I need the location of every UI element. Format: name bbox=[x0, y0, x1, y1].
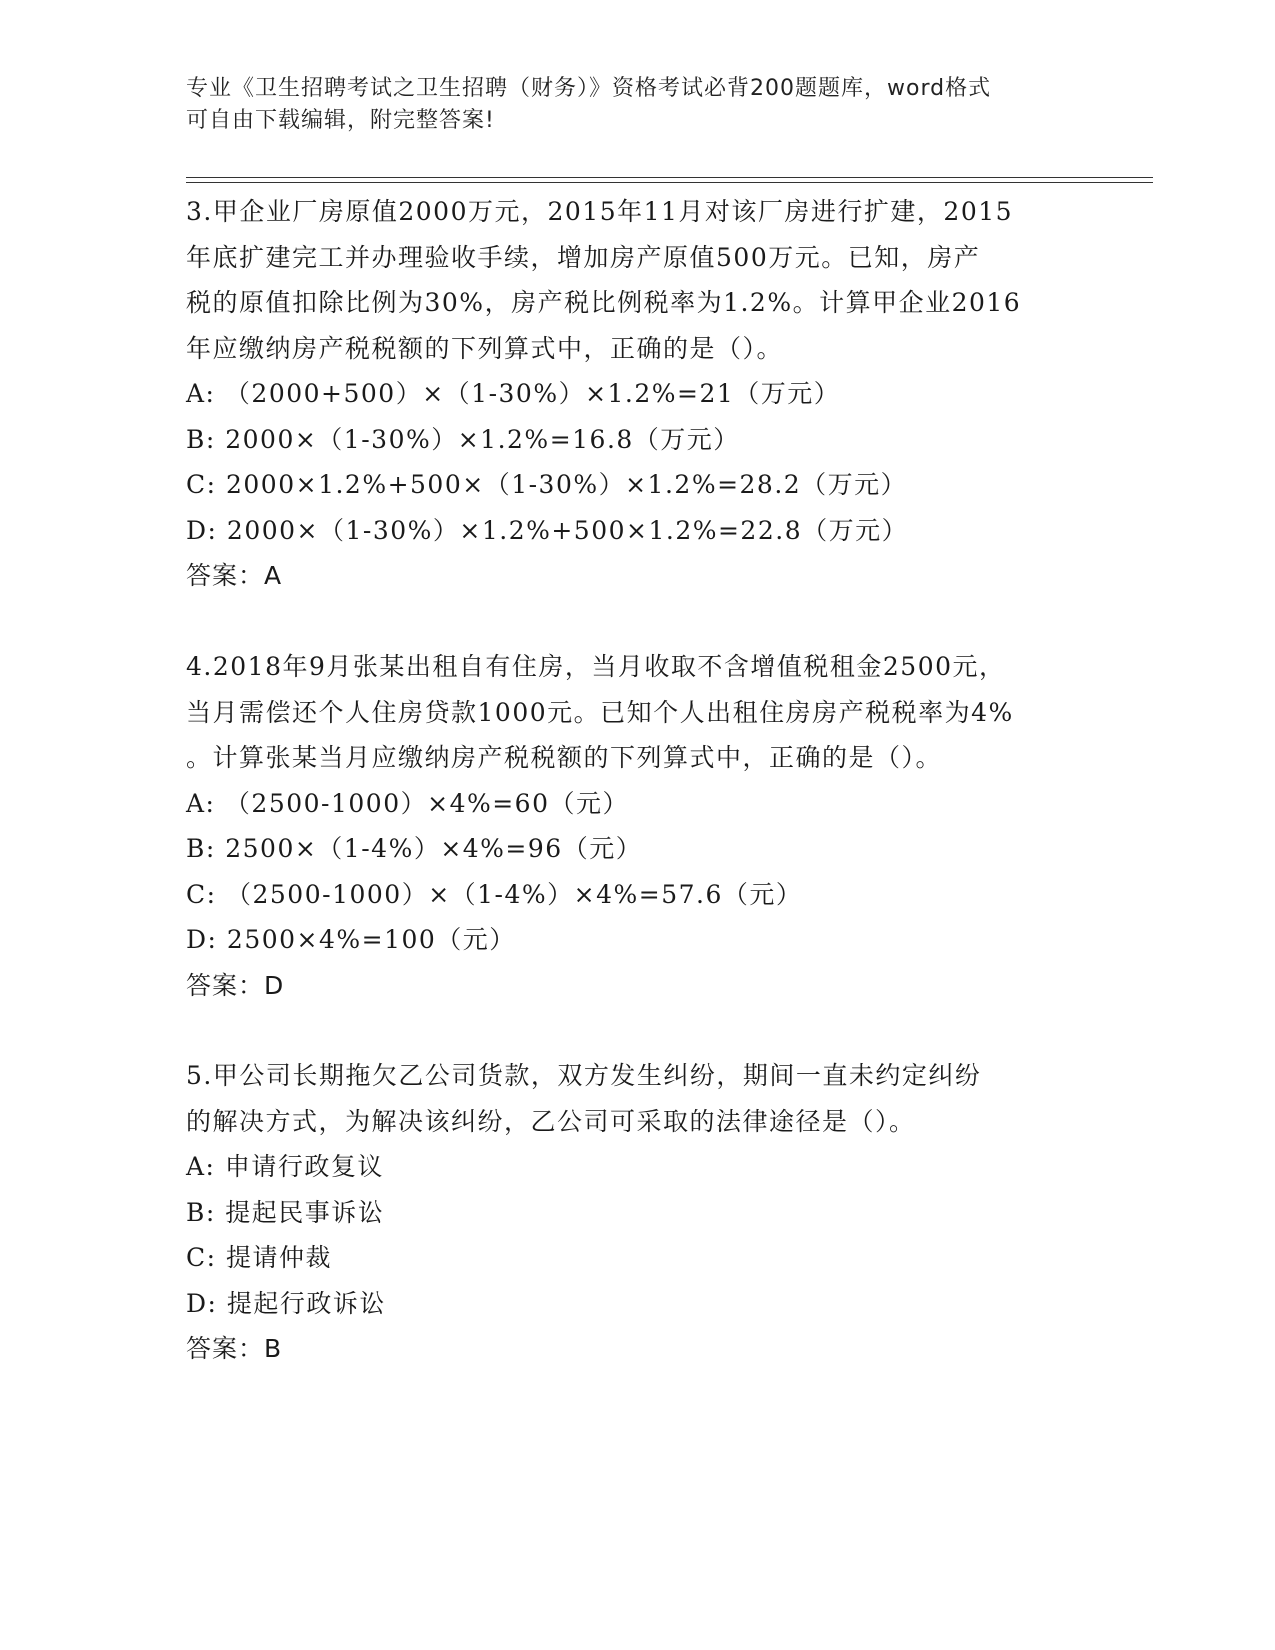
answer-line: 答案：D bbox=[186, 970, 285, 1000]
answer-line: 答案：B bbox=[186, 1334, 283, 1363]
header-divider-bottom bbox=[186, 182, 1153, 183]
stem-line: 年底扩建完工并办理验收手续，增加房产原值500万元。已知，房产 bbox=[186, 242, 981, 272]
option-b: B: 2500×（1-4%）×4%=96（元） bbox=[186, 834, 643, 863]
stem-line: 3.甲企业厂房原值2000万元，2015年11月对该厂房进行扩建，2015 bbox=[186, 197, 1014, 226]
document-header bbox=[186, 73, 1066, 137]
answer-line: 答案：A bbox=[186, 561, 283, 590]
question-block bbox=[186, 1053, 1086, 1372]
option-d: D: 2000×（1-30%）×1.2%+500×1.2%=22.8（万元） bbox=[186, 515, 909, 545]
option-c: C: （2500-1000）×（1-4%）×4%=57.6（元） bbox=[186, 879, 803, 909]
stem-line: 5.甲公司长期拖欠乙公司货款，双方发生纠纷，期间一直未约定纠纷 bbox=[186, 1061, 982, 1090]
option-a: A: 申请行政复议 bbox=[186, 1152, 384, 1181]
stem-line: 4.2018年9月张某出租自有住房，当月收取不含增值税租金2500元， bbox=[186, 652, 1006, 681]
header-divider-top bbox=[186, 177, 1153, 178]
question-stem bbox=[186, 189, 1086, 371]
option-d: D: 提起行政诉讼 bbox=[186, 1288, 386, 1318]
stem-line: 当月需偿还个人住房贷款1000元。已知个人出租住房房产税税率为4% bbox=[186, 697, 1014, 727]
stem-line: 年应缴纳房产税税额的下列算式中，正确的是（）。 bbox=[186, 333, 784, 363]
option-a: A: （2000+500）×（1-30%）×1.2%=21（万元） bbox=[186, 379, 841, 408]
option-d: D: 2500×4%=100（元） bbox=[186, 925, 516, 954]
option-a: A: （2500-1000）×4%=60（元） bbox=[186, 788, 629, 818]
stem-line: 。计算张某当月应缴纳房产税税额的下列算式中，正确的是（）。 bbox=[186, 743, 943, 772]
question-stem bbox=[186, 1053, 1086, 1144]
header-line-2: 可自由下载编辑，附完整答案! bbox=[186, 108, 495, 133]
question-block bbox=[186, 189, 1086, 599]
question-block bbox=[186, 644, 1086, 1008]
header-line-1: 专业《卫生招聘考试之卫生招聘（财务）》资格考试必背200题题库，word格式 bbox=[186, 76, 992, 101]
stem-line: 税的原值扣除比例为30%，房产税比例税率为1.2%。计算甲企业2016 bbox=[186, 288, 1022, 317]
option-c: C: 2000×1.2%+500×（1-30%）×1.2%=28.2（万元） bbox=[186, 470, 908, 499]
question-stem bbox=[186, 644, 1086, 781]
option-b: B: 提起民事诉讼 bbox=[186, 1197, 385, 1227]
option-c: C: 提请仲裁 bbox=[186, 1243, 332, 1272]
stem-line: 的解决方式，为解决该纠纷，乙公司可采取的法律途径是（）。 bbox=[186, 1106, 916, 1136]
option-b: B: 2000×（1-30%）×1.2%=16.8（万元） bbox=[186, 424, 740, 454]
